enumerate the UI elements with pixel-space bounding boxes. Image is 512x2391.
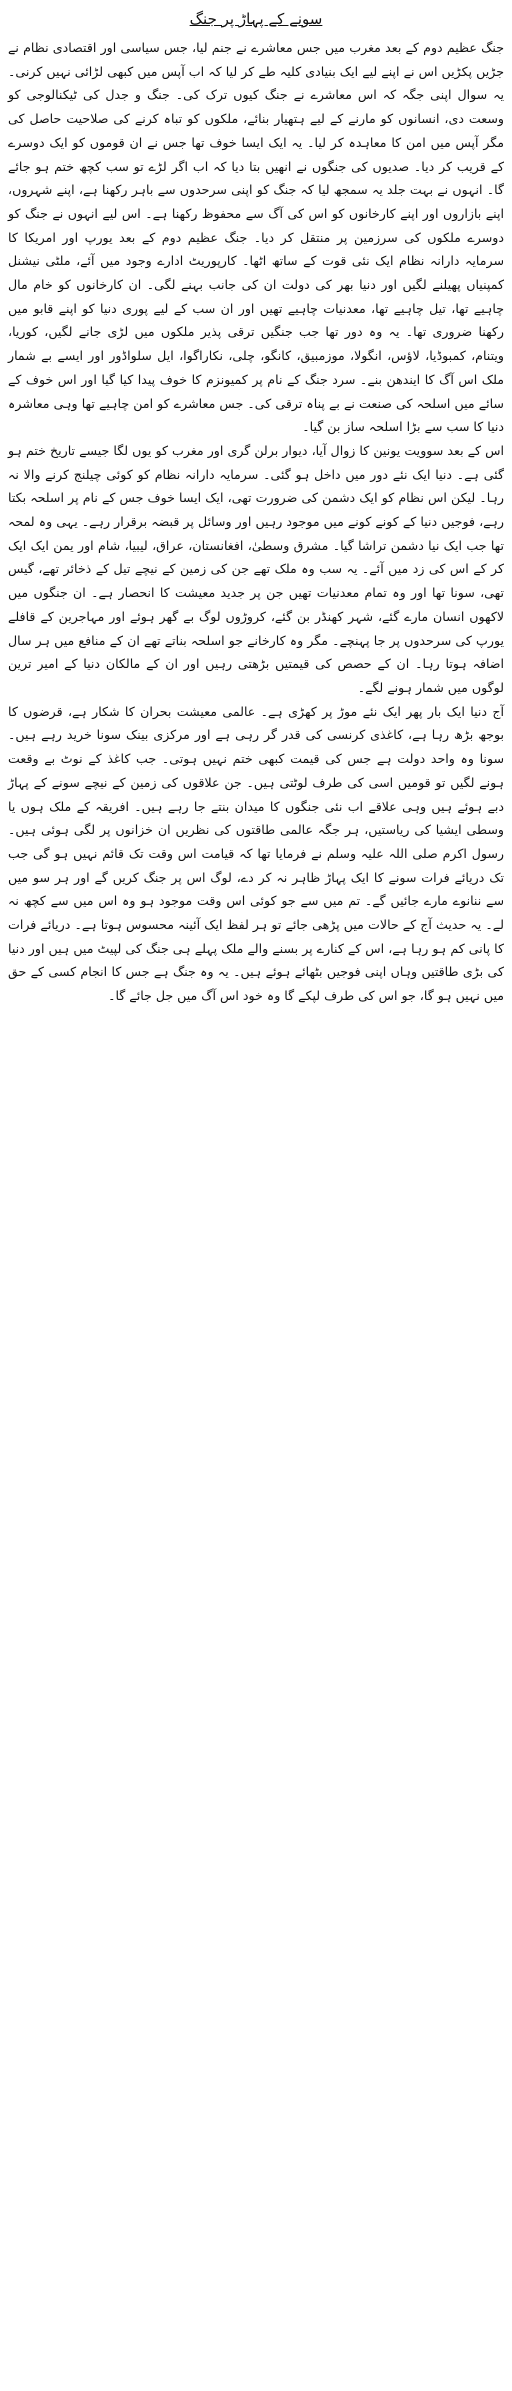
article-paragraph: آج دنیا ایک بار پھر ایک نئے موڑ پر کھڑی ہے۔ عالمی معیشت بحران کا شکار ہے، قرضوں کا بوجھ بڑھ رہا ہے، کاغذی کرنسی کی قدر گر رہی ہے اور مرکزی بینک سونا خرید رہے ہیں۔ سونا وہ واحد دولت ہے جس کی قیمت کبھی ختم نہیں ہوتی۔ جب کاغذ کے نوٹ بے وقعت ہونے لگیں تو قومیں اسی کی طرف لوٹتی ہیں۔ جن علاقوں کی زمین کے نیچے سونے کے پہاڑ دبے ہوئے ہیں وہی علاقے اب نئی جنگوں کا میدان بنتے جا رہے ہیں۔ افریقہ کے ملک ہوں یا وسطی ایشیا کی ریاستیں، ہر جگہ عالمی طاقتوں کی نظریں ان خزانوں پر لگی ہوئی ہیں۔ رسول اکرم صلی اللہ علیہ وسلم نے فرمایا تھا کہ قیامت اس وقت تک قائم نہیں ہو گی جب تک دریائے فرات سونے کا ایک پہاڑ ظاہر نہ کر دے، لوگ اس پر جنگ کریں گے اور ہر سو میں سے ننانوے مارے جائیں گے۔ تم میں سے جو کوئی اس وقت موجود ہو وہ اس میں سے کچھ نہ لے۔ یہ حدیث آج کے حالات میں پڑھی جائے تو ہر لفظ ایک آئینہ محسوس ہوتا ہے۔ دریائے فرات کا پانی کم ہو رہا ہے، اس کے کنارے پر بسنے والے ملک پہلے ہی جنگ کی لپیٹ میں ہیں اور دنیا کی بڑی طاقتیں وہاں اپنی فوجیں بٹھائے ہوئے ہیں۔ یہ وہ جنگ ہے جس کا انجام کسی کے حق میں نہیں ہو گا، جو اس کی طرف لپکے گا وہ خود اس آگ میں جل جائے گا۔ bbox=[8, 703, 504, 1004]
article-paragraph: اس کے بعد سوویت یونین کا زوال آیا، دیوار برلن گری اور مغرب کو یوں لگا جیسے تاریخ ختم ہو گئی ہے۔ دنیا ایک نئے دور میں داخل ہو گئی۔ سرمایہ دارانہ نظام کو کوئی چیلنج کرنے والا نہ رہا۔ لیکن اس نظام کو ایک دشمن کی ضرورت تھی، ایک ایسا خوف جس کے نام پر اسلحہ بکتا رہے، فوجیں دنیا کے کونے کونے میں موجود رہیں اور وسائل پر قبضہ برقرار رہے۔ یہی وہ لمحہ تھا جب ایک نیا دشمن تراشا گیا۔ مشرق وسطیٰ، افغانستان، عراق، لیبیا، شام اور یمن ایک ایک کر کے اس کی زد میں آئے۔ یہ سب وہ ملک تھے جن کی زمین کے نیچے تیل کے ذخائر تھے، گیس تھی، سونا تھا اور وہ تمام معدنیات تھیں جن پر جدید معیشت کا انحصار ہے۔ ان جنگوں میں لاکھوں انسان مارے گئے، شہر کھنڈر بن گئے، کروڑوں لوگ بے گھر ہوئے اور مہاجرین کے قافلے یورپ کی سرحدوں پر جا پہنچے۔ مگر وہ کارخانے جو اسلحہ بناتے تھے ان کے منافع میں ہر سال اضافہ ہوتا رہا۔ ان کے حصص کی قیمتیں بڑھتی رہیں اور ان کے مالکان دنیا کے امیر ترین لوگوں میں شمار ہونے لگے۔ bbox=[8, 442, 504, 695]
article-paragraph: جنگ عظیم دوم کے بعد مغرب میں جس معاشرے نے جنم لیا، جس سیاسی اور اقتصادی نظام نے جڑیں پکڑیں اس نے اپنے لیے ایک بنیادی کلیہ طے کر لیا کہ اب آپس میں کبھی لڑائی نہیں کرنی۔ یہ سوال اپنی جگہ کہ اس معاشرے نے جنگ کیوں ترک کی۔ جنگ و جدل کی ٹیکنالوجی کو وسعت دی، انسانوں کو مارنے کے لیے ہتھیار بنائے، ملکوں کو تباہ کرنے کی صلاحیت حاصل کی مگر آپس میں امن کا معاہدہ کر لیا۔ یہ ایک ایسا خوف تھا جس نے ان قوموں کو ایک دوسرے کے قریب کر دیا۔ صدیوں کی جنگوں نے انھیں بتا دیا کہ اب اگر لڑے تو سب کچھ ختم ہو جائے گا۔ انہوں نے بہت جلد یہ سمجھ لیا کہ جنگ کو اپنی سرحدوں سے باہر رکھنا ہے، اپنے شہروں، اپنے بازاروں اور اپنے کارخانوں کو اس کی آگ سے محفوظ رکھنا ہے۔ اس لیے انہوں نے جنگ کو دوسرے ملکوں کی سرزمین پر منتقل کر دیا۔ جنگ عظیم دوم کے بعد یورپ اور امریکا کا سرمایہ دارانہ نظام ایک نئی قوت کے ساتھ اٹھا۔ کارپوریٹ ادارے وجود میں آئے، ملٹی نیشنل کمپنیاں پھیلنے لگیں اور دنیا بھر کی دولت ان کی جانب بہنے لگی۔ ان کارخانوں کو خام مال چاہیے تھا، تیل چاہیے تھا، معدنیات چاہیے تھیں اور ان سب کے لیے پوری دنیا کو اپنے قابو میں رکھنا ضروری تھا۔ یہ وہ دور تھا جب جنگیں ترقی پذیر ملکوں میں لڑی جانے لگیں، کوریا، ویتنام، کمبوڈیا، لاؤس، انگولا، موزمبیق، کانگو، چلی، نکاراگوا، ایل سلواڈور اور ایسے بے شمار ملک اس آگ کا ایندھن بنے۔ سرد جنگ کے نام پر کمیونزم کا خوف پیدا کیا گیا اور اس خوف کے سائے میں اسلحہ کی صنعت نے بے پناہ ترقی کی۔ جس معاشرے کو امن چاہیے تھا وہی معاشرہ دنیا کا سب سے بڑا اسلحہ ساز بن گیا۔ bbox=[8, 40, 504, 435]
article-title: سونے کے پہاڑ پر جنگ bbox=[189, 10, 323, 28]
